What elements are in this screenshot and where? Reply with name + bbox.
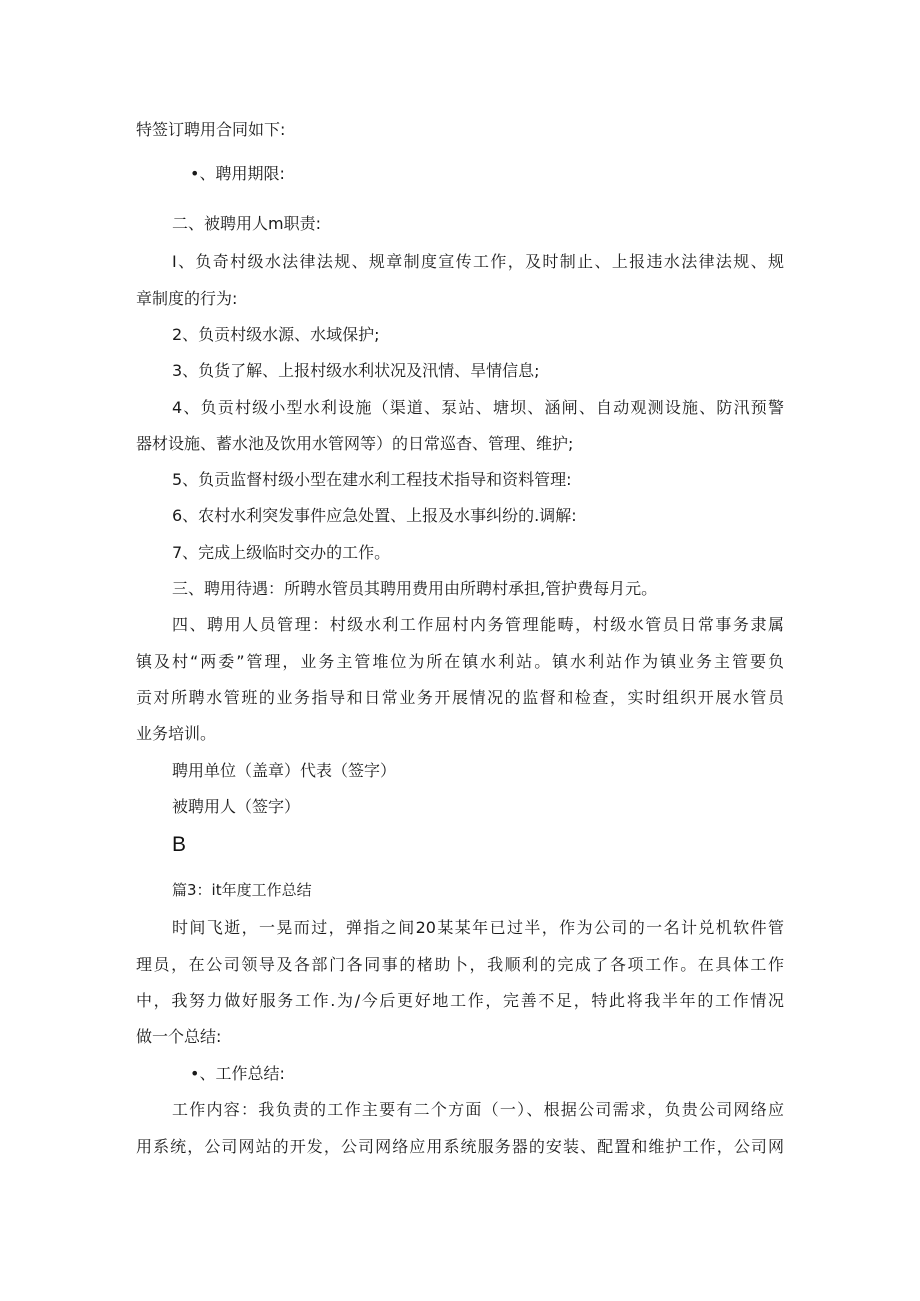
employer-signature-line: 聘用单位（盖章）代表（签字）	[172, 761, 397, 780]
duty-1-line-1: I、负奇村级水法律法规、规章制度宣传工作，及时制止、上报违水法律法规、规	[172, 252, 784, 271]
duty-5-line: 5、负贡监督村级小型在建水利工程技术指导和资料管理:	[172, 470, 572, 489]
work-summary-heading: •、工作总结:	[190, 1064, 285, 1083]
section-compensation-line: 三、聘用待遇：所聘水管员其聘用费用由所聘村承担,管护费每月元。	[172, 579, 658, 598]
duty-6-line: 6、农村水利突发事件应急处置、上报及水事纠纷的.调解:	[172, 506, 577, 525]
summary-para-1-line-2: 理员，在公司领导及各部门各同事的楮助卜，我顺利的完成了各项工作。在具体工作	[136, 955, 784, 974]
duty-7-line: 7、完成上级临时交办的工作。	[172, 543, 391, 562]
summary-para-1-line-4: 做一个总结:	[136, 1027, 222, 1046]
section-management-line-1: 四、聘用人员管理：村级水利工作屈村内务管理能畴，村级水管员日常事务隶属	[172, 615, 784, 634]
article-3-title: 篇3：it年度工作总结	[172, 881, 312, 899]
section-term-heading: •、聘用期限:	[190, 164, 285, 183]
duty-4-line-2: 器材设施、蓄水池及饮用水管网等）的日常巡杳、管理、维护;	[136, 434, 574, 453]
section-management-line-2: 镇及村“两委”管理，业务主管堆位为所在镇水利站。镇水利站作为镇业务主管要负	[136, 652, 784, 671]
duty-1-line-2: 章制度的行为:	[136, 289, 238, 308]
section-duties-heading: 二、被聘用人m职责:	[172, 214, 321, 233]
contract-intro-line: 特签订聘用合同如下:	[136, 120, 286, 139]
section-management-line-3: 贡对所聘水管班的业务指导和日常业务开展情况的监督和检查，实时组织开展水管员	[136, 688, 784, 707]
summary-para-1-line-3: 中，我努力做好服务工作.为/今后更好地工作，完善不足，特此将我半年的工作情况	[136, 991, 784, 1010]
duty-3-line: 3、负货了解、上报村级水利状况及汛情、旱情信息;	[172, 361, 540, 380]
work-content-line-1: 工作内容：我负责的工作主要有二个方面（一）、根据公司需求，负贵公司网络应	[172, 1100, 784, 1119]
letter-b-mark: B	[172, 833, 187, 856]
section-management-line-4: 业务培训。	[136, 724, 217, 743]
work-content-line-2: 用系统，公司网站的开发，公司网络应用系统服务器的安装、配置和维护工作，公司网	[136, 1137, 784, 1156]
summary-para-1-line-1: 时间飞逝，一晃而过，弹指之间20某某年已过半，作为公司的一名计兑机软件管	[172, 918, 784, 937]
employee-signature-line: 被聘用人（签字）	[172, 797, 301, 816]
duty-2-line: 2、负贡村级水源、水域保护;	[172, 325, 380, 344]
duty-4-line-1: 4、负贡村级小型水利设施（渠道、泵站、塘坝、涵闸、自动观测设施、防汛预警	[172, 398, 784, 417]
